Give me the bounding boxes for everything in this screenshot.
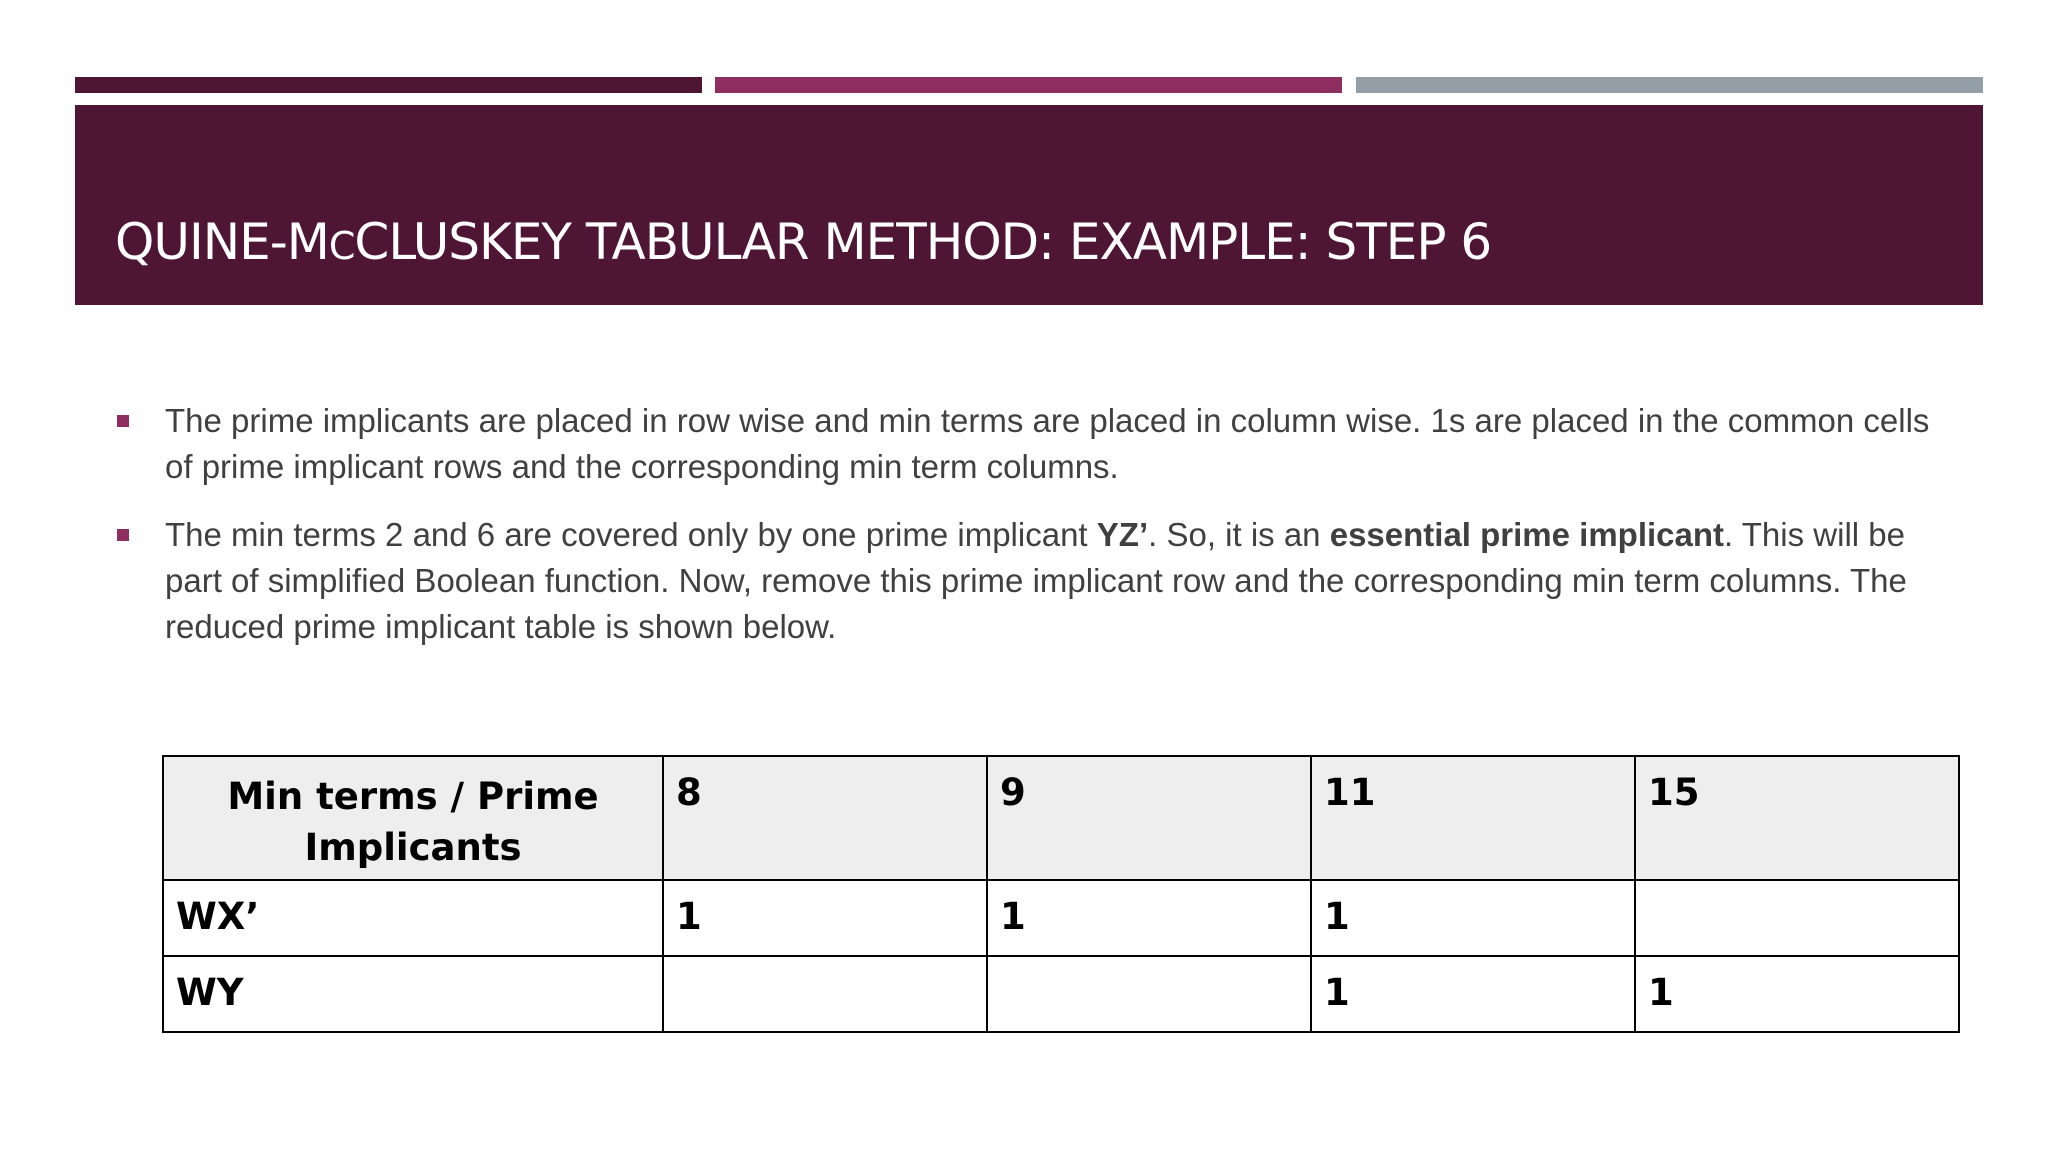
bullet-bold-term: essential prime implicant — [1329, 516, 1725, 553]
square-bullet-icon — [117, 529, 129, 541]
title-part-1: QUINE-M — [115, 213, 329, 271]
row-label: WX’ — [163, 880, 663, 956]
title-small-cap: C — [328, 224, 355, 268]
slide-title — [115, 213, 1492, 271]
table-cell: 1 — [663, 880, 987, 956]
prime-implicant-table — [162, 755, 1960, 1033]
bullet-list — [115, 398, 1955, 672]
accent-bar-middle — [715, 77, 1342, 93]
corner-header: Min terms / Prime Implicants — [163, 756, 663, 880]
bullet-text: . This will be part of simplified Boolean function. Now, remove this prime implicant row and the corresponding min term columns. The reduced prime implicant table is shown below. — [165, 516, 1907, 645]
table-header-row — [163, 756, 1959, 880]
row-label: WY — [163, 956, 663, 1032]
accent-bar-left — [75, 77, 702, 93]
bullet-text: . So, it is an — [1148, 516, 1330, 553]
column-header: 9 — [987, 756, 1311, 880]
column-header: 8 — [663, 756, 987, 880]
bullet-item-1 — [115, 398, 1955, 490]
table-cell — [663, 956, 987, 1032]
table-cell: 1 — [1311, 956, 1635, 1032]
bullet-bold-term: YZ’ — [1096, 516, 1149, 553]
bullet-text: The prime implicants are placed in row wise and min terms are placed in column wise. 1s are placed in the common cells of prime implicant rows and the corresponding min term columns. — [165, 402, 1930, 485]
table-cell: 1 — [987, 880, 1311, 956]
table-cell — [1635, 880, 1959, 956]
table-row — [163, 956, 1959, 1032]
bullet-text: The min terms 2 and 6 are covered only by one prime implicant — [165, 516, 1097, 553]
title-band — [75, 105, 1983, 305]
column-header: 11 — [1311, 756, 1635, 880]
accent-bar-right — [1356, 77, 1983, 93]
table-row — [163, 880, 1959, 956]
column-header: 15 — [1635, 756, 1959, 880]
table-cell — [987, 956, 1311, 1032]
bullet-item-2 — [115, 512, 1955, 650]
title-part-2: CLUSKEY TABULAR METHOD: EXAMPLE: STEP 6 — [354, 213, 1492, 271]
table-cell: 1 — [1311, 880, 1635, 956]
table-cell: 1 — [1635, 956, 1959, 1032]
square-bullet-icon — [117, 415, 129, 427]
